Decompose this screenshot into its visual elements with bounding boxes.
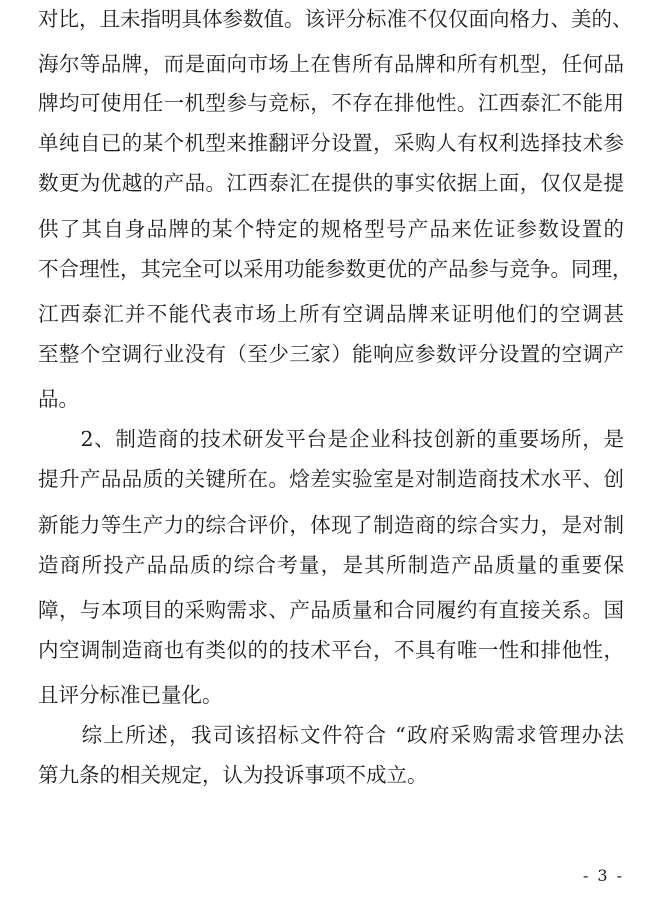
text-line: 供了其自身品牌的某个特定的规格型号产品来佐证参数设置的 xyxy=(38,217,624,241)
text-line: 不合理性，其完全可以采用功能参数更优的产品参与竞争。同理， xyxy=(38,257,633,281)
text-line: 江西泰汇并不能代表市场上所有空调品牌来证明他们的空调甚 xyxy=(38,302,624,326)
text-line: 单纯自已的某个机型来推翻评分设置，采购人有权利选择技术参 xyxy=(38,131,624,155)
text-line: 第九条的相关规定，认为投诉事项不成立。 xyxy=(38,763,428,787)
text-line: 障，与本项目的采购需求、产品质量和合同履约有直接关系。国 xyxy=(38,598,624,622)
text-line: 海尔等品牌，而是面向市场上在售所有品牌和所有机型，任何品 xyxy=(38,52,624,76)
text-line: 数更为优越的产品。江西泰汇在提供的事实依据上面，仅仅是提 xyxy=(38,171,624,195)
text-line: 且评分标准已量化。 xyxy=(38,683,223,707)
text-line: 至整个空调行业没有（至少三家）能响应参数评分设置的空调产 xyxy=(38,342,624,366)
text-line: 2、制造商的技术研发平台是企业科技创新的重要场所，是 xyxy=(38,427,624,451)
text-line: 品。 xyxy=(38,387,79,411)
text-line: 造商所投产品品质的综合考量，是其所制造产品质量的重要保 xyxy=(38,553,624,577)
text-line: 牌均可使用任一机型参与竞标，不存在排他性。江西泰汇不能用 xyxy=(38,91,624,115)
text-line: 提升产品品质的关键所在。焓差实验室是对制造商技术水平、创 xyxy=(38,467,624,491)
text-line: 内空调制造商也有类似的的技术平台，不具有唯一性和排他性， xyxy=(38,638,624,662)
text-line: 对比，且未指明具体参数值。该评分标准不仅仅面向格力、美的、 xyxy=(38,7,633,31)
text-line: 新能力等生产力的综合评价，体现了制造商的综合实力，是对制 xyxy=(38,513,624,537)
page-number: - 3 - xyxy=(582,866,624,885)
text-line: 综上所述，我司该招标文件符合 “政府采购需求管理办法 xyxy=(38,723,624,747)
